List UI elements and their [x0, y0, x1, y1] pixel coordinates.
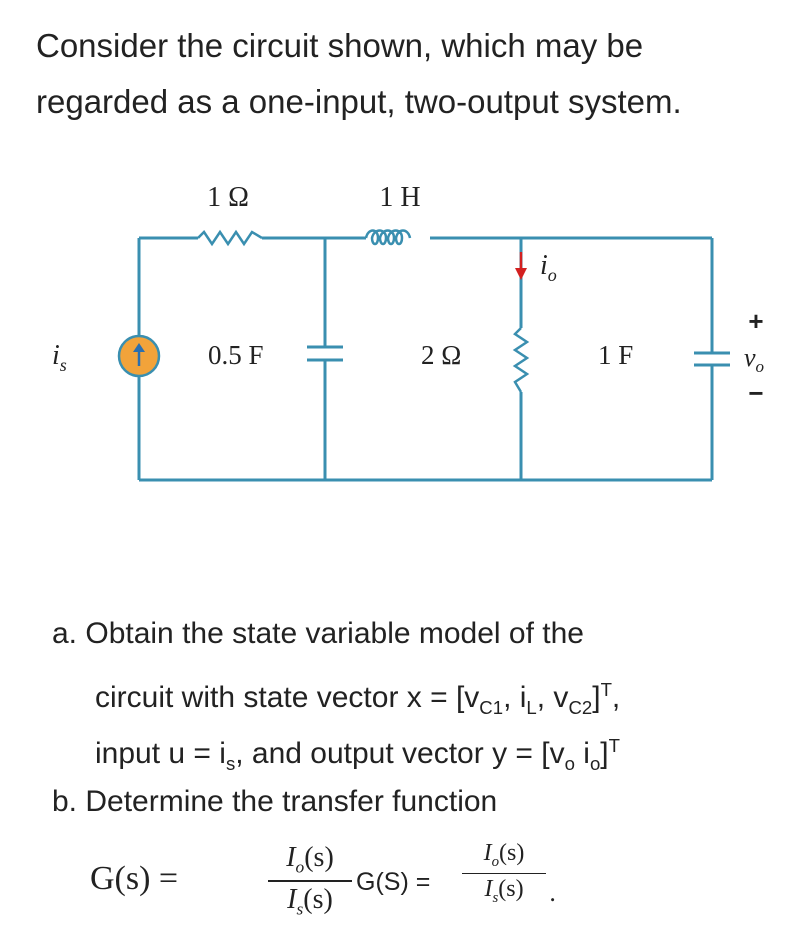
formula-mid: G(S) =	[356, 868, 431, 896]
capacitor-0-5-f	[307, 347, 343, 360]
circuit-diagram	[0, 150, 790, 530]
question-a-line-1: a. Obtain the state variable model of the	[52, 617, 584, 650]
fraction-1	[268, 842, 352, 919]
output-voltage-plus: +	[748, 306, 764, 336]
output-voltage-label: $v_o$	[744, 343, 765, 376]
question-a-line-3: input $u = i_s$, and output vector $y = [v_o$ $i_o]^T$	[95, 735, 620, 774]
output-voltage-minus: −	[748, 378, 764, 408]
resistor-2-ohm-label: 2 Ω	[421, 340, 462, 370]
resistor-1-ohm-label: 1 Ω	[207, 182, 249, 213]
inductor-1-h	[366, 231, 410, 245]
intro-line-2: regarded as a one-input, two-output system.	[36, 83, 682, 120]
current-source	[119, 336, 159, 376]
formula-lhs: G(s) =	[90, 860, 179, 897]
fraction-1-numerator: $I_o(s)$	[286, 842, 334, 877]
source-current-label: $i_s$	[52, 340, 67, 375]
intro-line-1: Consider the circuit shown, which may be	[36, 27, 644, 64]
capacitor-1-f	[694, 353, 730, 365]
fraction-2-numerator: $I_o(s)$	[483, 840, 525, 870]
capacitor-0-5-f-label: 0.5 F	[208, 340, 264, 370]
resistor-1-ohm	[198, 232, 262, 244]
inductor-1-h-label: 1 H	[379, 182, 421, 213]
formula-tail: .	[550, 878, 557, 907]
capacitor-1-f-label: 1 F	[598, 340, 634, 370]
problem-intro	[36, 18, 776, 130]
output-current-label: $i_o$	[540, 250, 557, 285]
resistor-2-ohm	[515, 328, 527, 392]
output-current-arrow	[515, 252, 527, 280]
fraction-1-denominator: $I_s(s)$	[287, 883, 333, 919]
transfer-function-formula	[90, 830, 730, 930]
question-a-line-2: circuit with state vector $x = [v_{C1}$, $i_L$, $v_{C2}]^T$,	[95, 679, 621, 718]
question-b: b. Determine the transfer function	[52, 785, 498, 818]
fraction-2	[462, 840, 546, 907]
fraction-2-denominator: $I_s(s)$	[484, 875, 524, 906]
